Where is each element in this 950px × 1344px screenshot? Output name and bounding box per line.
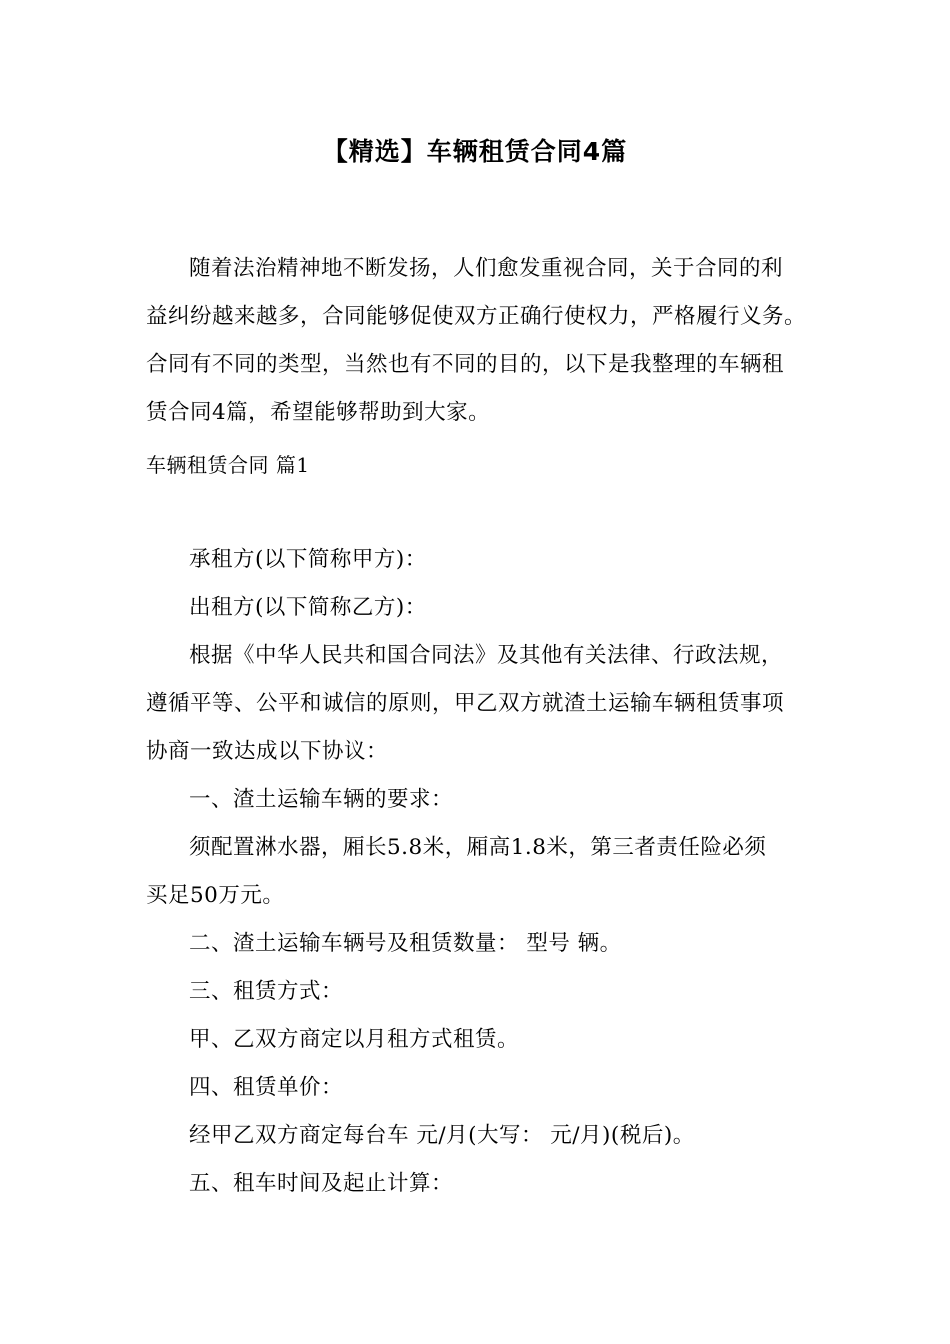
preamble-line: 根据《中华人民共和国合同法》及其他有关法律、行政法规， [189, 643, 784, 668]
clause4-title: 四、租赁单价： [189, 1075, 344, 1100]
clause1-body-line: 买足50万元。 [146, 883, 285, 908]
section-heading: 车辆租赁合同 篇1 [146, 453, 310, 477]
clause2-title: 二、渣土运输车辆号及租赁数量： 型号 辆。 [189, 931, 622, 956]
clause5-title: 五、租车时间及起止计算： [189, 1171, 454, 1196]
intro-line: 赁合同4篇，希望能够帮助到大家。 [146, 400, 491, 425]
document-title: 【精选】车辆租赁合同4篇 [322, 137, 628, 166]
clause4-body: 经甲乙双方商定每台车 元/月(大写： 元/月)(税后)。 [189, 1123, 695, 1148]
clause1-title: 一、渣土运输车辆的要求： [189, 787, 454, 812]
clause1-body-line: 须配置淋水器，厢长5.8米，厢高1.8米，第三者责任险必须 [189, 835, 767, 860]
lessor-line: 出租方(以下简称乙方)： [189, 595, 427, 620]
intro-line: 益纠纷越来越多，合同能够促使双方正确行使权力，严格履行义务。 [146, 304, 807, 329]
preamble-line: 协商一致达成以下协议： [146, 739, 389, 764]
lessee-line: 承租方(以下简称甲方)： [189, 547, 427, 572]
contract-body [146, 536, 816, 1208]
clause3-body: 甲、乙双方商定以月租方式租赁。 [189, 1027, 520, 1052]
intro-line: 合同有不同的类型，当然也有不同的目的，以下是我整理的车辆租 [146, 352, 785, 377]
preamble-line: 遵循平等、公平和诚信的原则，甲乙双方就渣土运输车辆租赁事项 [146, 691, 785, 716]
intro-line: 随着法治精神地不断发扬，人们愈发重视合同，关于合同的利 [189, 256, 784, 281]
intro-paragraph [146, 245, 816, 437]
clause3-title: 三、租赁方式： [189, 979, 344, 1004]
